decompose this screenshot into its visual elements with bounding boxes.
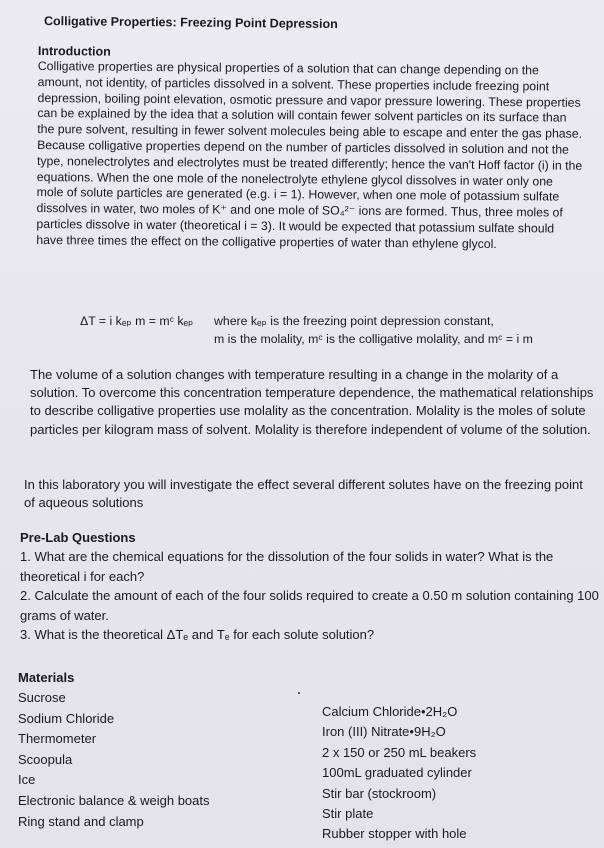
material-item: 2 x 150 or 250 mL beakers xyxy=(322,744,477,760)
introduction-section xyxy=(36,44,584,253)
material-item: Iron (III) Nitrate•9H₂O xyxy=(322,724,446,740)
prelab-heading: Pre-Lab Questions xyxy=(20,530,136,545)
material-item: Rubber stopper with hole xyxy=(322,826,467,842)
materials-left-column xyxy=(18,688,322,845)
prelab-question: 1. What are the chemical equations for the dissolution of the four solids in water? What is the theoretical i for each? xyxy=(20,549,554,584)
prelab-question: 3. What is the theoretical ΔTₑ and Tₑ for each solute solution? xyxy=(20,627,375,642)
document-title: Colligative Properties: Freezing Point Depression xyxy=(43,14,338,32)
laboratory-paragraph: In this laboratory you will investigate the effect several different solutes have on the freezing point of aqueous solutions xyxy=(24,477,583,511)
material-item: Thermometer xyxy=(18,731,97,747)
materials-section xyxy=(18,670,598,845)
material-item: Stir plate xyxy=(322,806,374,822)
prelab-question: 2. Calculate the amount of each of the four solids required to create a 0.50 m solution containing 100 grams of water. xyxy=(20,588,599,623)
material-item: Ice xyxy=(18,772,36,788)
equation-where-line2: m is the molality, mᶜ is the colligative molality, and mᶜ = i m xyxy=(214,332,533,346)
prelab-section xyxy=(20,530,600,645)
material-item: Stir bar (stockroom) xyxy=(322,785,437,801)
material-item: Ring stand and clamp xyxy=(18,813,144,829)
laboratory-section xyxy=(24,476,584,512)
material-item: Sodium Chloride xyxy=(18,710,115,726)
introduction-heading: Introduction xyxy=(37,44,111,59)
material-item: Electronic balance & weigh boats xyxy=(18,792,210,808)
volume-paragraph: The volume of a solution changes with temperature resulting in a change in the molarity of a solution. To overcome this concentration temperature dependence, the mathematical relationships to describe colligative properties use molality as the concentration. Molality is the moles of solute particles per kilogram mass of solvent. Molality is therefore independent of volume of the solution. xyxy=(30,367,594,437)
material-item: Calcium Chloride•2H₂O xyxy=(322,704,458,719)
equation-formula: ΔT = i kₑₚ m = mᶜ kₑₚ xyxy=(80,314,194,328)
material-item: 100mL graduated cylinder xyxy=(322,765,472,781)
material-item: Sucrose xyxy=(18,690,66,705)
volume-section xyxy=(30,366,600,439)
material-item: Scoopula xyxy=(18,751,73,767)
prelab-question-list xyxy=(20,547,600,645)
materials-heading: Materials xyxy=(18,670,75,685)
materials-right-column xyxy=(322,702,592,845)
equation-where-line1: where kₑₚ is the freezing point depression constant, xyxy=(214,314,494,328)
equation-block xyxy=(80,312,580,348)
introduction-paragraph: Colligative properties are physical properties of a solution that can change depending on the amount, not identity, of particles dissolved in a solvent. These properties include freezing point depression, boiling point elevation, osmotic pressure and vapor pressure lowering. These properties can be explained by the idea that a solution will contain fewer solvent particles on its surface than the pure solvent, resulting in fewer solvent molecules being able to escape and enter the gas phase. Because colligative properties depend on the number of particles dissolved in solution and not the type, nonelectrolytes and electrolytes must be treated differently; hence the van't Hoff factor (i) in the equations. When the one mole of the nonelectrolyte ethylene glycol dissolves in water only one mole of solute particles are generated (e.g. i = 1). However, when one mole of potassium sulfate dissolves in water, two moles of K⁺ and one mole of SO₄²⁻ ions are formed. Thus, three moles of particles dissolve in water (theoretical i = 3). It would be expected that potassium sulfate should have three times the effect on the colligative properties of water than ethylene glycol. xyxy=(36,58,583,251)
